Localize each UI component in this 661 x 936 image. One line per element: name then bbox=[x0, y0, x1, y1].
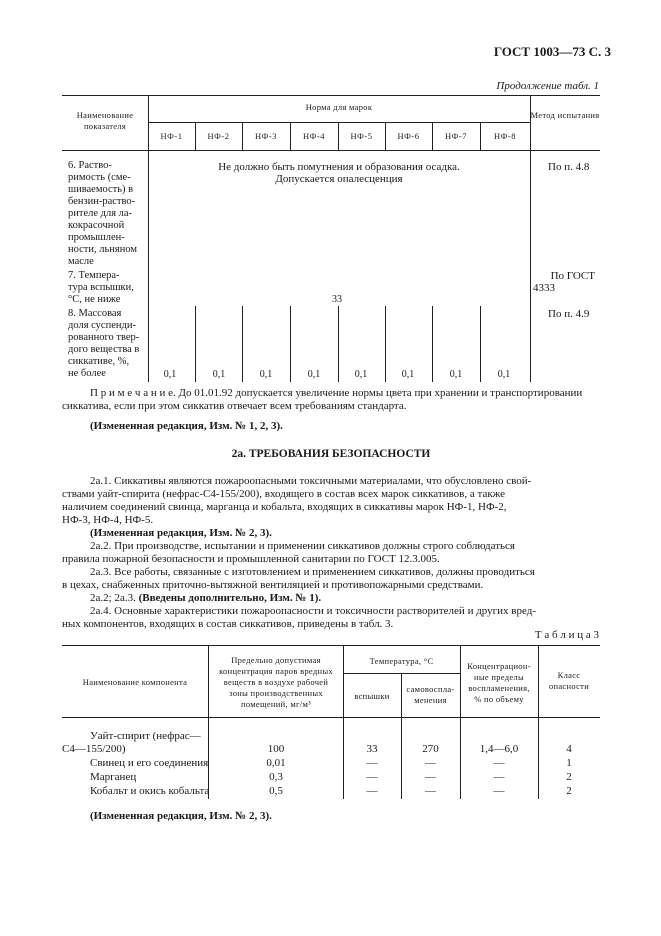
table1-col-name-header: Наименование показателя bbox=[76, 110, 134, 131]
table3-row-class: 2 bbox=[566, 785, 572, 797]
table3-row-limits: — bbox=[493, 771, 505, 783]
table3-row-limits: 1,4—6,0 bbox=[479, 743, 519, 755]
mark-header: НФ-7 bbox=[445, 131, 467, 141]
table1-row-6-name: 6. Раство- римость (сме- шиваемость) в бензин-раство- рителе для ла- кокрасочной промышлен- ности, льняном масле bbox=[68, 160, 138, 267]
table3-row-self: 270 bbox=[422, 743, 439, 755]
table3-row-self: — bbox=[425, 785, 436, 797]
table3-row-name: Марганец bbox=[90, 771, 137, 783]
table1-row-8-value: 0,1 bbox=[259, 369, 273, 380]
table3-caption: Т а б л и ц а 3 bbox=[534, 629, 599, 641]
table1-row-8-value: 0,1 bbox=[212, 369, 226, 380]
mark-header: НФ-5 bbox=[350, 131, 373, 141]
section-title: 2а. ТРЕБОВАНИЯ БЕЗОПАСНОСТИ bbox=[231, 448, 431, 460]
table3-row-name: Свинец и его соединения bbox=[90, 757, 209, 769]
table3-col-class-header: Класс опасности bbox=[548, 670, 590, 691]
table1-col-method-header: Метод испытания bbox=[530, 110, 600, 120]
paragraph-2a1: 2а.1. Сиккативы являются пожароопасными токсичными материалами, что обусловлено свой- ствами уайт-спирита (нефрас-С4-155/200), входящего в состав всех марок сиккативов, а также наличием соединений свинца, марганца и кобальта, входящих в сиккативы марок НФ-1, НФ-2, НФ-3, НФ-4, НФ-5. bbox=[62, 475, 532, 526]
table3-row-conc: 0,5 bbox=[269, 785, 283, 797]
table1-col-norm-header: Норма для марок bbox=[305, 102, 373, 112]
change-note-3: (Измененная редакция, Изм. № 2, 3). bbox=[90, 810, 272, 822]
mark-header: НФ-3 bbox=[255, 131, 277, 141]
table3-col-flash-header: вспышки bbox=[354, 691, 390, 701]
table3-row-name: Кобальт и окись кобальта bbox=[90, 785, 210, 797]
paragraph-2a3: 2а.3. Все работы, связанные с изготовлением и применением сиккативов, должны проводиться в цехах, снабженных приточно-вытяжной вентиляцией и противопожарными средствами. bbox=[62, 566, 535, 591]
page-header-title: ГОСТ 1003—73 С. 3 bbox=[493, 44, 611, 59]
mark-header: НФ-4 bbox=[303, 131, 325, 141]
paragraph-2a4: 2а.4. Основные характеристики пожароопасности и токсичности растворителей и других вред- ных компонентов, входящих в состав сиккативов, приведены в табл. 3. bbox=[62, 605, 536, 630]
table3-row-class: 1 bbox=[566, 757, 572, 769]
mark-header: НФ-1 bbox=[160, 131, 183, 141]
table3-row-conc: 0,3 bbox=[269, 771, 283, 783]
table3-row-limits: — bbox=[493, 757, 505, 769]
table3-col-temp-header: Температура, °С bbox=[369, 656, 434, 666]
table1-row-8-value: 0,1 bbox=[163, 369, 177, 380]
table1-row-8-value: 0,1 bbox=[307, 369, 321, 380]
table3-row-conc: 100 bbox=[267, 743, 285, 755]
table1-note: П р и м е ч а н и е. До 01.01.92 допускается увеличение нормы цвета при хранении и транспортировании сиккатива, если при этом сиккатив отвечает всем требованиям стандарта. bbox=[62, 387, 583, 412]
table1-row-8-value: 0,1 bbox=[497, 369, 511, 380]
table1-row-6-value: Не должно быть помутнения и образования осадка. Допускается опалесценция bbox=[218, 161, 460, 185]
paragraph-2a2-2a3-note: 2а.2; 2а.3. (Введены дополнительно, Изм. № 1). bbox=[90, 592, 322, 604]
table3-row-flash: — bbox=[366, 757, 378, 769]
table3-row-self: — bbox=[425, 757, 436, 769]
table3-row-conc: 0,01 bbox=[266, 757, 286, 769]
table1-row-7-value: 33 bbox=[332, 294, 342, 305]
table1-row-8-method: По п. 4.9 bbox=[548, 308, 590, 320]
change-note-1: (Измененная редакция, Изм. № 1, 2, 3). bbox=[90, 420, 283, 432]
table3-row-class: 4 bbox=[566, 743, 572, 755]
table3-col-name-header: Наименование компонента bbox=[82, 677, 188, 687]
table3-row-flash: — bbox=[366, 771, 378, 783]
mark-header: НФ-8 bbox=[494, 131, 516, 141]
table3-row-limits: — bbox=[493, 785, 505, 797]
mark-header: НФ-2 bbox=[207, 131, 230, 141]
table1-row-8-value: 0,1 bbox=[401, 369, 415, 380]
table3-col-limits-header: Концентрацион- ные пределы воспламенения, % по объему bbox=[467, 661, 531, 704]
table3-row-flash: 33 bbox=[366, 743, 378, 755]
table1-row-7-method: По ГОСТ 4333 bbox=[533, 270, 595, 294]
mark-header: НФ-6 bbox=[397, 131, 420, 141]
table-continuation-label: Продолжение табл. 1 bbox=[496, 80, 599, 92]
table1-row-8-value: 0,1 bbox=[449, 369, 463, 380]
table3-row-name: Уайт-спирит (нефрас— С4—155/200) bbox=[62, 730, 201, 755]
table1-row-8-name: 8. Массовая доля суспенди- рованного твер- дого вещества в сиккативе, %, не более bbox=[68, 308, 140, 379]
table1-row-7-name: 7. Темпера- тура вспышки, °С, не ниже bbox=[68, 270, 134, 305]
paragraph-2a2: 2а.2. При производстве, испытании и применении сиккативов должны строго соблюдаться правила пожарной безопасности и промышленной санитарии по ГОСТ 12.3.005. bbox=[62, 540, 515, 565]
table3-row-class: 2 bbox=[566, 771, 572, 783]
table3-row-self: — bbox=[425, 771, 436, 783]
change-note-2: (Измененная редакция, Изм. № 2, 3). bbox=[90, 527, 272, 539]
table1-row-6-method: По п. 4.8 bbox=[548, 161, 590, 173]
table3-row-flash: — bbox=[366, 785, 378, 797]
table3-col-conc-header: Предельно допустимая концентрация паров вредных веществ в воздухе рабочей зоны производственных помещений, мг/м³ bbox=[219, 655, 333, 709]
table3-col-self-header: самовоспла- менения bbox=[406, 684, 455, 705]
table1-row-8-value: 0,1 bbox=[354, 369, 368, 380]
